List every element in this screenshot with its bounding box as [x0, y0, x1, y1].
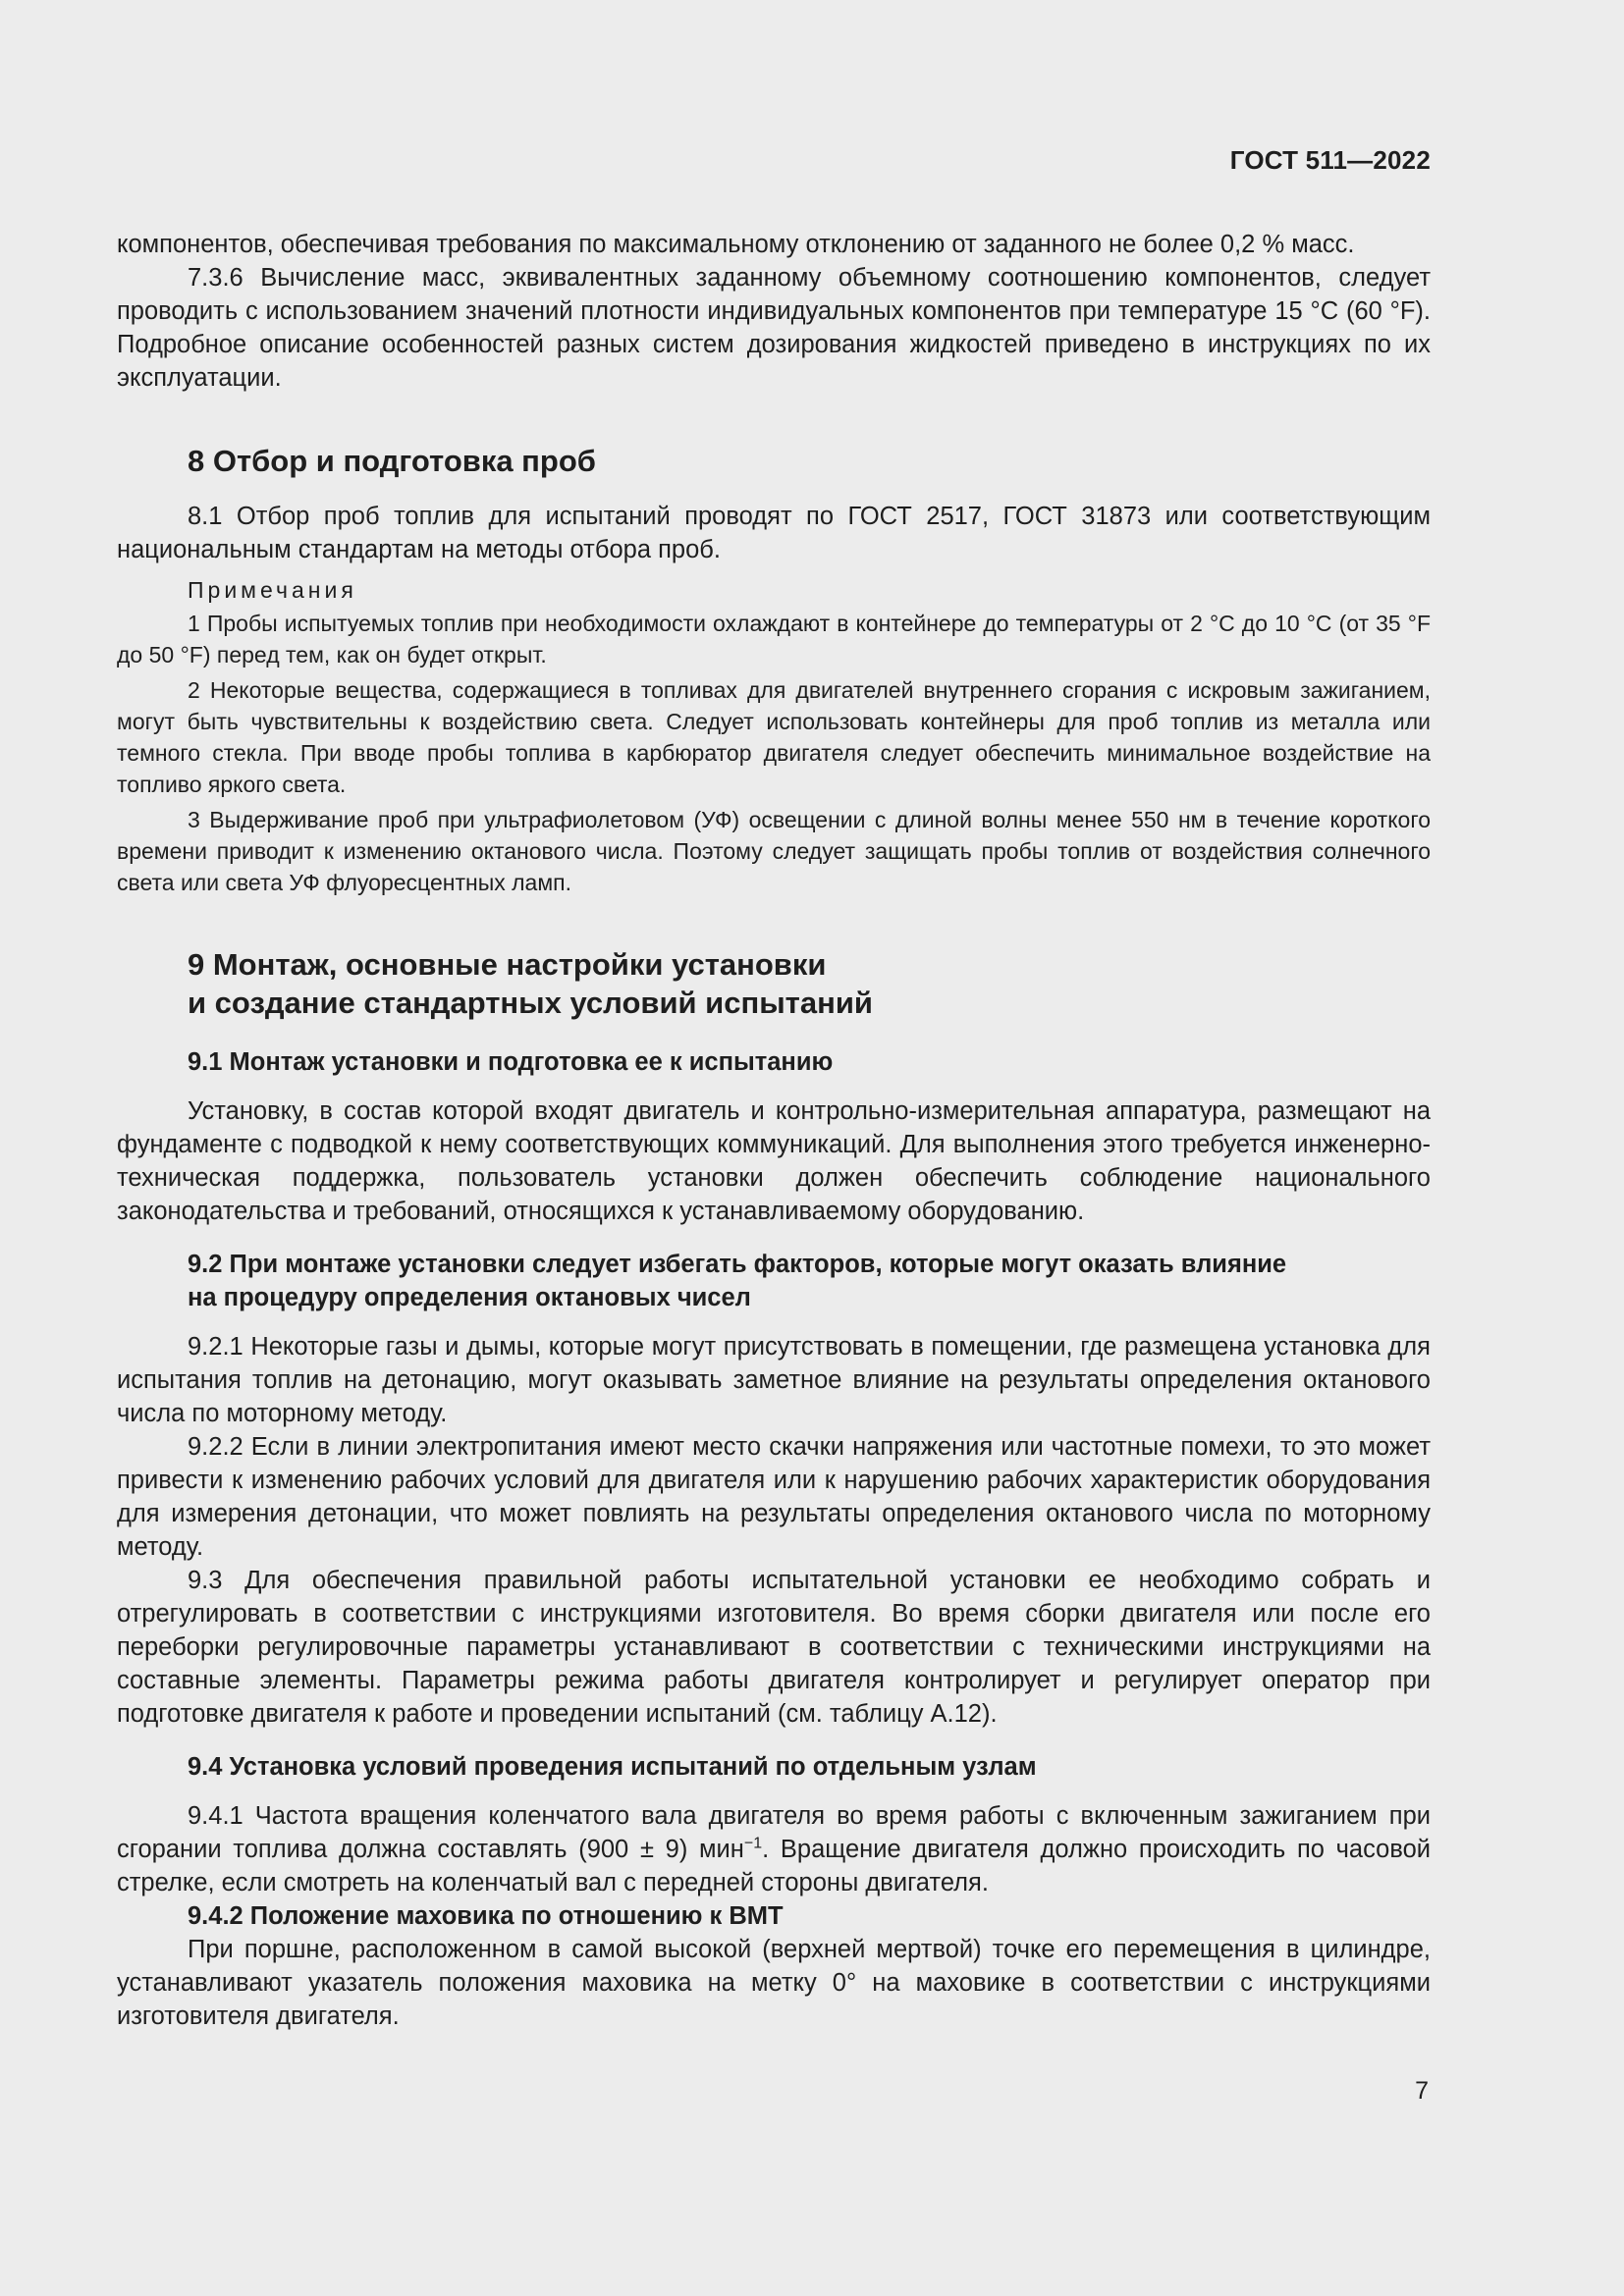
subsection-9-1-title: 9.1 Монтаж установки и подготовка ее к испытанию	[188, 1048, 834, 1076]
section-8-title: 8 Отбор и подготовка проб	[188, 444, 596, 478]
paragraph-9-2-2: 9.2.2 Если в линии электропитания имеют место скачки напряжения или частотные помехи, то это может привести к изменению рабочих условий для двигателя или к нарушению рабочих характеристик оборудования для измерения детонации, что может повлиять на результаты определения октанового числа по моторному методу.	[117, 1433, 1431, 1561]
paragraph-9-4-1-part-a: 9.4.1 Частота вращения коленчатого вала двигателя во время работы с включенным зажиганием при сгорании топлива должна составлять (900 ± 9) мин	[117, 1802, 1431, 1863]
note-3: 3 Выдерживание проб при ультрафиолетовом (УФ) освещении с длиной волны менее 550 нм в течение короткого времени приводит к изменению октанового числа. Поэтому следует защищать пробы топлив от воздействия солнечного света или света УФ флуоресцентных ламп.	[117, 807, 1431, 895]
paragraph-7-3-6: 7.3.6 Вычисление масс, эквивалентных заданному объемному соотношению компонентов, следует проводить с использованием значений плотности индивидуальных компонентов при температуре 15 °С (60 °F). Подробное описание особенностей разных систем дозирования жидкостей приведено в инструкциях по их эксплуатации.	[117, 264, 1431, 392]
notes-heading: Примечания	[188, 577, 357, 603]
section-9-title-line-1: 9 Монтаж, основные настройки установки	[188, 947, 827, 982]
paragraph-9-4-1-part-b: . Вращение двигателя должно происходить по часовой стрелке, если смотреть на коленчатый вал с передней стороны двигателя.	[117, 1836, 1432, 1896]
subsection-9-4-2-title: 9.4.2 Положение маховика по отношению к ВМТ	[188, 1902, 784, 1930]
subsection-9-4-title: 9.4 Установка условий проведения испытаний по отдельным узлам	[188, 1753, 1037, 1781]
page-content	[117, 228, 1431, 2033]
paragraph-9-4-2: При поршне, расположенном в самой высокой (верхней мертвой) точке его перемещения в цилиндре, устанавливают указатель положения маховика на метку 0° на маховике в соответствии с инструкциями изготовителя двигателя.	[117, 1936, 1431, 2030]
paragraph-9-3: 9.3 Для обеспечения правильной работы испытательной установки ее необходимо собрать и отрегулировать в соответствии с инструкциями изготовителя. Во время сборки двигателя или после его переборки регулировочные параметры устанавливают в соответствии с техническими инструкциями на составные элементы. Параметры режима работы двигателя контролирует и регулирует оператор при подготовке двигателя к работе и проведении испытаний (см. таблицу А.12).	[117, 1567, 1431, 1728]
note-1: 1 Пробы испытуемых топлив при необходимости охлаждают в контейнере до температуры от 2 °С до 10 °С (от 35 °F до 50 °F) перед тем, как он будет открыт.	[117, 611, 1431, 667]
page-number: 7	[1415, 2077, 1429, 2105]
paragraph-8-1: 8.1 Отбор проб топлив для испытаний проводят по ГОСТ 2517, ГОСТ 31873 или соответствующим национальным стандартам на методы отбора проб.	[117, 503, 1431, 563]
paragraph-9-2-1: 9.2.1 Некоторые газы и дымы, которые могут присутствовать в помещении, где размещена установка для испытания топлив на детонацию, могут оказывать заметное влияние на результаты определения октанового числа по моторному методу.	[117, 1333, 1431, 1427]
document-header: ГОСТ 511—2022	[1229, 145, 1431, 175]
note-2: 2 Некоторые вещества, содержащиеся в топливах для двигателей внутреннего сгорания с искровым зажиганием, могут быть чувствительны к воздействию света. Следует использовать контейнеры для проб топлив из металла или темного стекла. При вводе пробы топлива в карбюратор двигателя следует обеспечить минимальное воздействие на топливо яркого света.	[117, 677, 1431, 797]
paragraph-9-4-1	[117, 1799, 1431, 1899]
subsection-9-2-title-line-2: на процедуру определения октановых чисел	[188, 1284, 751, 1311]
section-9-title	[188, 945, 1431, 1022]
paragraph-continuation: компонентов, обеспечивая требования по максимальному отклонению от заданного не более 0,2 % масс.	[117, 231, 1355, 258]
subsection-9-2-title-line-1: 9.2 При монтаже установки следует избегать факторов, которые могут оказать влияние	[188, 1251, 1287, 1278]
unit-exponent: −1	[743, 1835, 763, 1852]
section-9-title-line-2: и создание стандартных условий испытаний	[188, 986, 873, 1020]
paragraph-9-1: Установку, в состав которой входят двигатель и контрольно-измерительная аппаратура, размещают на фундаменте с подводкой к нему соответствующих коммуникаций. Для выполнения этого требуется инженерно-техническая поддержка, пользователь установки должен обеспечить соблюдение национального законодательства и требований, относящихся к устанавливаемому оборудованию.	[117, 1097, 1431, 1225]
subsection-9-2-title	[188, 1248, 1431, 1314]
